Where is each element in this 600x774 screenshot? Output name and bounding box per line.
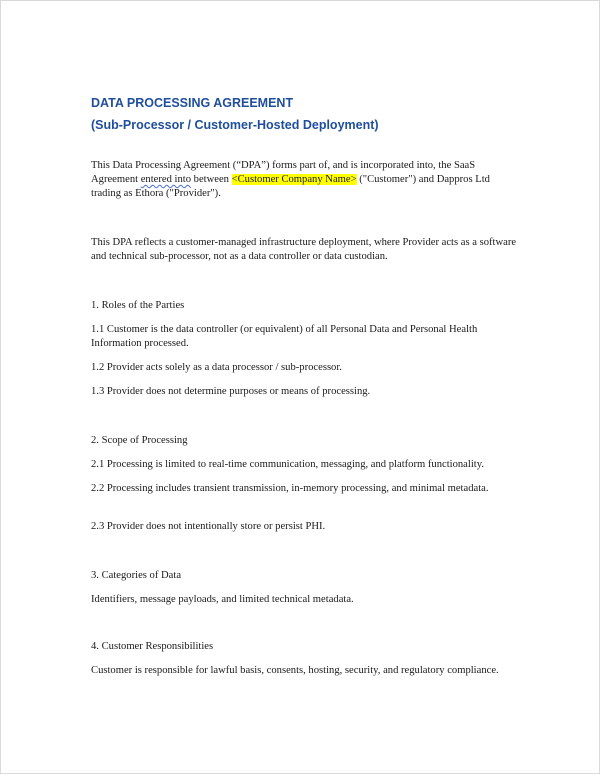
document-title: DATA PROCESSING AGREEMENT: [91, 96, 294, 110]
overview-paragraph[interactable]: This DPA reflects a customer-managed infrastructure deployment, where Provider acts as a software and technical sub-processor, not as a data controller or data custodian.: [91, 237, 517, 262]
clause-2-3[interactable]: 2.3 Provider does not intentionally store or persist PHI.: [91, 521, 326, 532]
intro-text-2: between: [191, 174, 232, 185]
intro-text-3: ("Customer") and Dappros Ltd trading as Ethora ("Provider").: [91, 174, 490, 199]
section-heading-roles[interactable]: 1. Roles of the Parties: [91, 300, 185, 311]
section-heading-responsibilities[interactable]: 4. Customer Responsibilities: [91, 641, 214, 652]
clause-1-3[interactable]: 1.3 Provider does not determine purposes or means of processing.: [91, 386, 371, 397]
categories-text[interactable]: Identifiers, message payloads, and limited technical metadata.: [91, 594, 354, 605]
intro-paragraph[interactable]: [91, 159, 521, 201]
spellcheck-flag[interactable]: entered into: [140, 174, 192, 185]
section-heading-categories[interactable]: 3. Categories of Data: [91, 570, 182, 581]
document-subtitle: (Sub-Processor / Customer-Hosted Deployment): [91, 118, 379, 132]
highlighted-placeholder[interactable]: <Customer Company Name>: [231, 174, 357, 185]
clause-1-2[interactable]: 1.2 Provider acts solely as a data processor / sub-processor.: [91, 362, 342, 373]
intro-text-1: This Data Processing Agreement (“DPA”) forms part of, and is incorporated into, the SaaS Agreement: [91, 160, 476, 185]
clause-2-2[interactable]: 2.2 Processing includes transient transmission, in-memory processing, and minimal metadata.: [91, 483, 489, 494]
clause-1-1[interactable]: 1.1 Customer is the data controller (or equivalent) of all Personal Data and Personal Health Information processed.: [91, 324, 478, 349]
clause-2-1[interactable]: 2.1 Processing is limited to real-time communication, messaging, and platform functionality.: [91, 459, 484, 470]
section-heading-scope[interactable]: 2. Scope of Processing: [91, 435, 188, 446]
responsibilities-text[interactable]: Customer is responsible for lawful basis, consents, hosting, security, and regulatory compliance.: [91, 665, 499, 676]
